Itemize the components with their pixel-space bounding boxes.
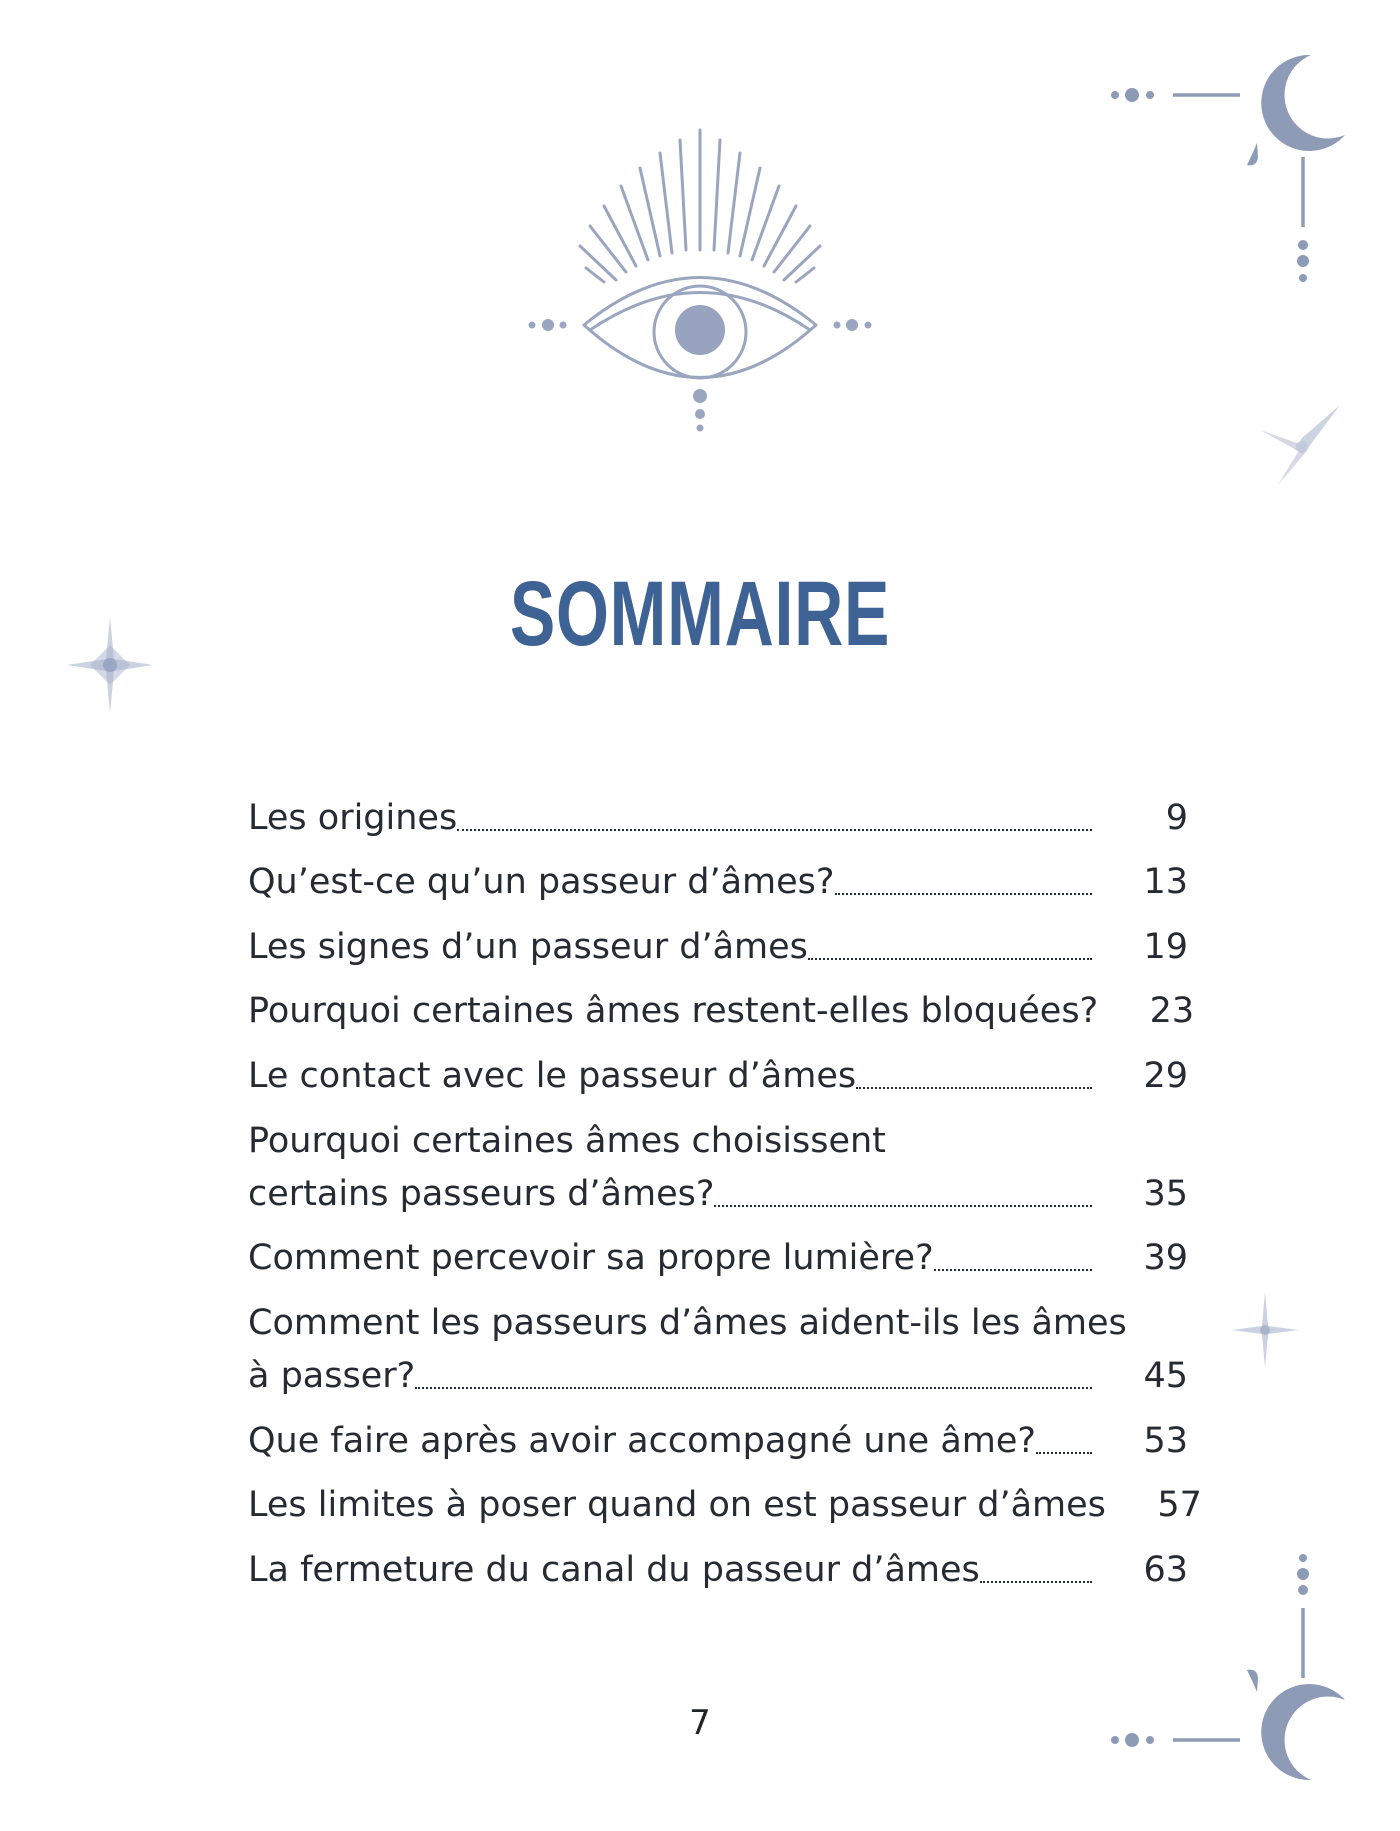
sparkle-icon [1250, 400, 1350, 490]
toc-entry-title: Qu’est-ce qu’un passeur d’âmes? [248, 862, 835, 902]
toc-leader-dots [980, 1581, 1092, 1583]
toc-entry-title: certains passeurs d’âmes? [248, 1173, 715, 1214]
toc-entry-title: Les origines [248, 797, 458, 838]
toc-entry [248, 974, 1195, 1039]
toc-entry-title: Les signes d’un passeur d’âmes [248, 926, 808, 967]
toc-entry [248, 1103, 1188, 1221]
toc-leader-dots [934, 1269, 1092, 1271]
toc-entry-title: Pourquoi certaines âmes restent-elles bloquées? [248, 991, 1099, 1031]
toc-leader-dots [856, 1087, 1092, 1089]
toc-leader-dots [714, 1205, 1092, 1207]
toc-entry-page: 29 [1143, 1055, 1188, 1096]
toc-entry [248, 909, 1188, 974]
crescent-moon-icon [1105, 45, 1355, 295]
table-of-contents [248, 780, 1202, 1597]
toc-entry-page: 53 [1143, 1420, 1188, 1461]
toc-entry-page: 19 [1143, 926, 1188, 967]
toc-entry-page: 13 [1143, 862, 1188, 902]
toc-leader-dots [457, 829, 1092, 831]
toc-entry [248, 1038, 1188, 1103]
toc-leader-dots [835, 893, 1093, 895]
toc-entry [248, 845, 1188, 910]
toc-entry-page: 23 [1149, 991, 1195, 1031]
toc-leader-dots [1036, 1452, 1092, 1454]
page-number: 7 [689, 1703, 711, 1743]
toc-entry-title-line: Pourquoi certaines âmes choisissent [248, 1120, 886, 1161]
sparkle-icon [65, 615, 155, 715]
sparkle-icon [1230, 1290, 1300, 1370]
toc-entry-title: Le contact avec le passeur d’âmes [248, 1055, 857, 1096]
toc-leader-dots [415, 1387, 1092, 1389]
toc-entry-page: 45 [1143, 1356, 1188, 1396]
toc-entry-page: 39 [1143, 1238, 1188, 1278]
toc-entry [248, 1468, 1202, 1533]
toc-entry-page: 9 [1165, 797, 1188, 838]
toc-leader-dots [808, 958, 1092, 960]
toc-entry-title-line: Comment les passeurs d’âmes aident-ils les âmes [248, 1303, 1127, 1343]
toc-entry-title: Comment percevoir sa propre lumière? [248, 1238, 934, 1278]
toc-entry-title: La fermeture du canal du passeur d’âmes [248, 1549, 980, 1590]
eye-icon [520, 120, 880, 440]
toc-entry-page: 57 [1157, 1485, 1202, 1525]
toc-entry-title: Les limites à poser quand on est passeur d’âmes [248, 1485, 1106, 1525]
toc-entry-page: 63 [1143, 1549, 1188, 1590]
toc-entry-title: Que faire après avoir accompagné une âme? [248, 1420, 1036, 1461]
toc-entry [248, 780, 1188, 845]
toc-entry [248, 1221, 1188, 1286]
toc-entry [248, 1532, 1188, 1597]
page-title: SOMMAIRE [509, 563, 891, 665]
toc-entry-title: à passer? [248, 1356, 416, 1396]
toc-entry-page: 35 [1143, 1173, 1188, 1214]
toc-entry [248, 1403, 1188, 1468]
toc-entry [248, 1285, 1188, 1403]
